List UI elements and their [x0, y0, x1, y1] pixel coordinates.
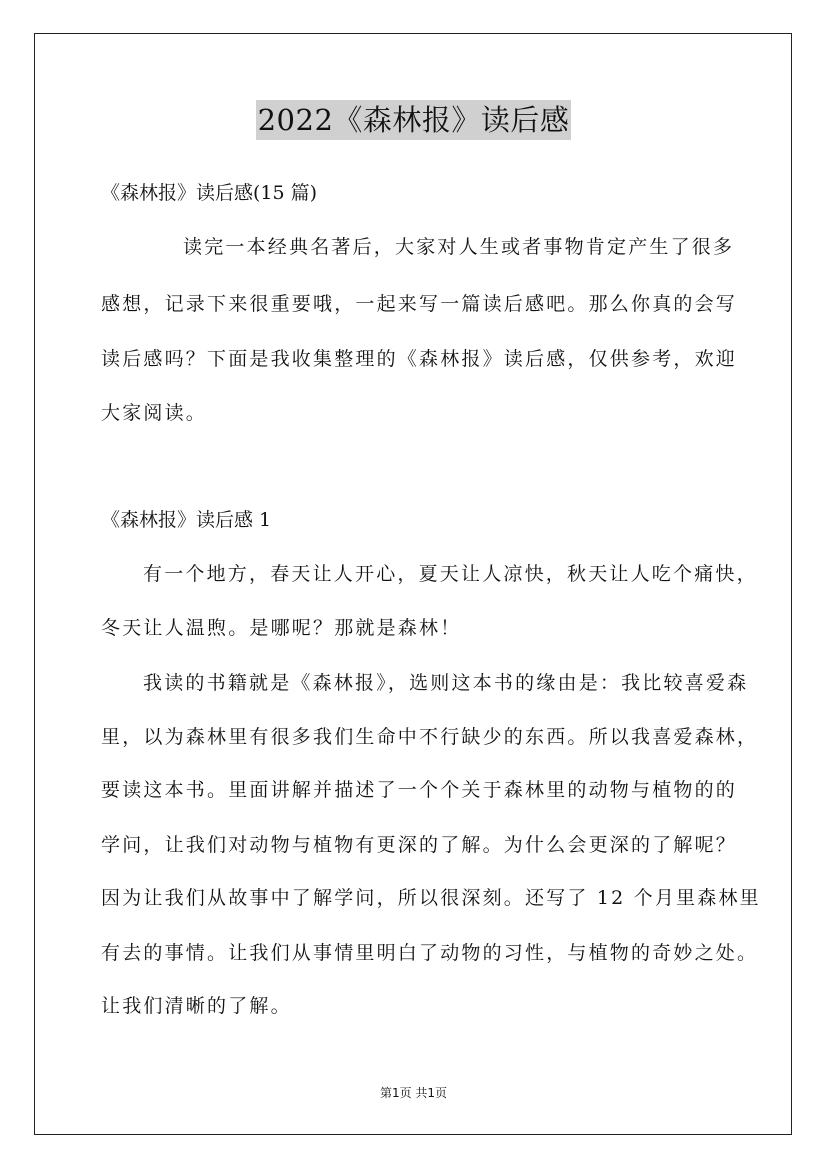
- intro-line-3: 读后感吗？下面是我收集整理的《森林报》读后感，仅供参考，欢迎: [101, 348, 738, 370]
- para2-line-1: 我读的书籍就是《森林报》，选则这本书的缘由是：我比较喜爱森: [143, 672, 749, 694]
- section-heading: 《森林报》读后感 1: [101, 509, 272, 531]
- para2-line-2: 里，以为森林里有很多我们生命中不行缺少的东西。所以我喜爱森林，: [101, 726, 759, 748]
- intro-line-2: 感想，记录下来很重要哦，一起来写一篇读后感吧。那么你真的会写: [101, 293, 738, 315]
- para2-line-4: 学问，让我们对动物与植物有更深的了解。为什么会更深的了解呢？: [101, 834, 738, 856]
- para2-line-3: 要读这本书。里面讲解并描述了一个个关于森林里的动物与植物的的: [101, 779, 738, 801]
- page-footer: 第1页 共1页: [379, 1086, 448, 1100]
- intro-line-4: 大家阅读。: [101, 402, 208, 424]
- para1-line-2: 冬天让人温煦。是哪呢？那就是森林！: [101, 617, 462, 639]
- para2-line-7: 让我们清晰的了解。: [101, 995, 292, 1017]
- para2-line-6: 有去的事情。让我们从事情里明白了动物的习性，与植物的奇妙之处。: [101, 942, 759, 964]
- para1-line-1: 有一个地方，春天让人开心，夏天让人凉快，秋天让人吃个痛快，: [143, 563, 758, 585]
- para2-line-5: 因为让我们从故事中了解学问，所以很深刻。还写了 12 个月里森林里: [101, 887, 761, 909]
- intro-line-1: 读完一本经典名著后，大家对人生或者事物肯定产生了很多: [183, 236, 735, 258]
- document-subtitle: 《森林报》读后感(15 篇): [101, 182, 318, 204]
- document-title: 2022《森林报》读后感: [256, 100, 572, 140]
